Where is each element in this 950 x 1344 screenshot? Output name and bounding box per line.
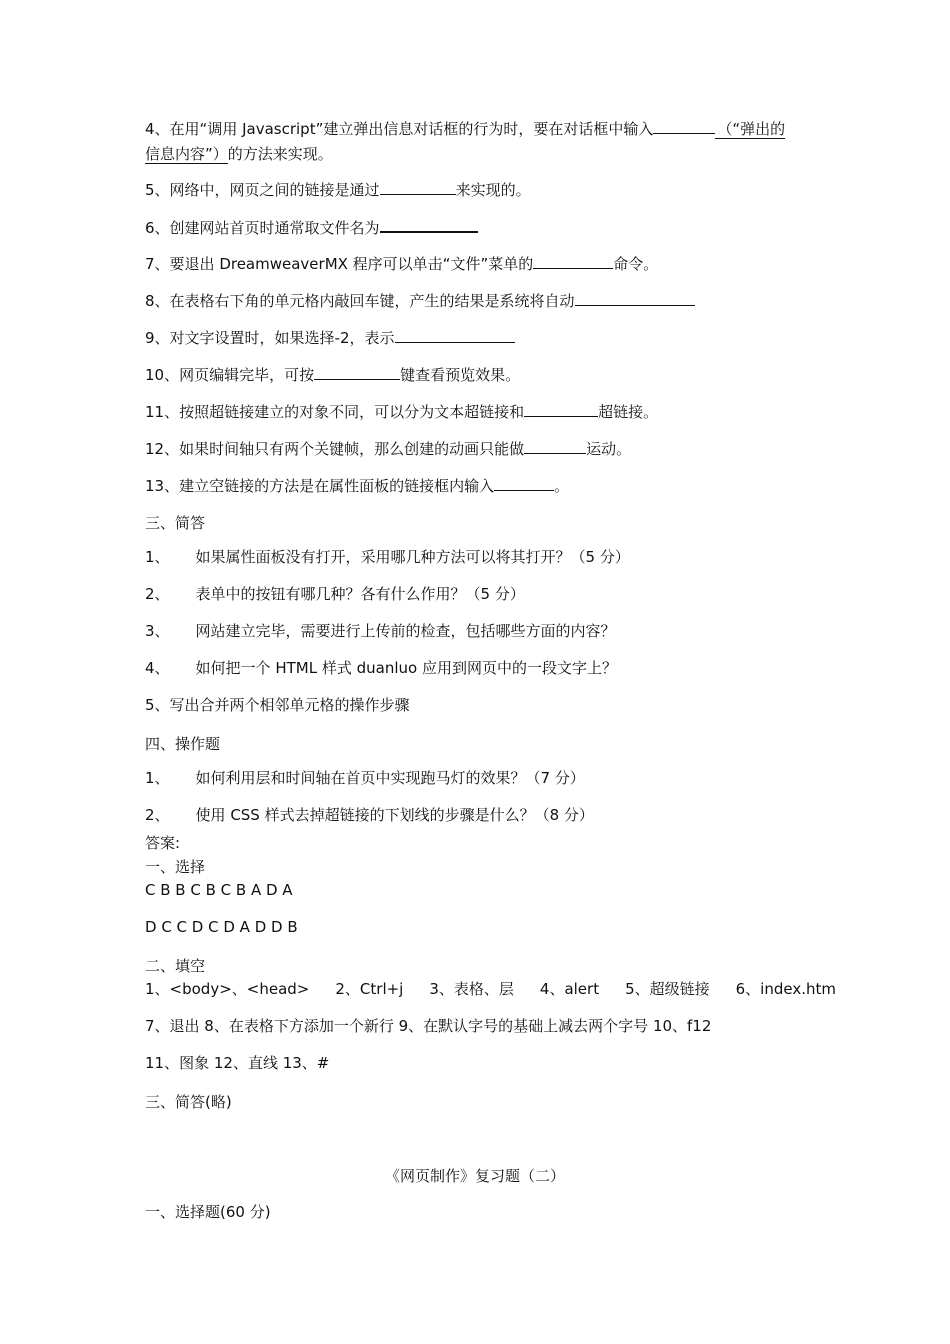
- question-13: 13、建立空链接的方法是在属性面板的链接框内输入 。: [145, 474, 569, 496]
- answer-blank: [314, 363, 400, 380]
- question-11: 11、按照超链接建立的对象不同，可以分为文本超链接和 超链接。: [145, 400, 658, 422]
- answers-label: 答案:: [145, 834, 181, 852]
- short-answer-1: 1、 如果属性面板没有打开，采用哪几种方法可以将其打开？（5 分）: [145, 548, 630, 566]
- question-8: 8、在表格右下角的单元格内敲回车键，产生的结果是系统将自动: [145, 289, 695, 311]
- question-9: 9、对文字设置时，如果选择-2，表示: [145, 326, 515, 348]
- question-10: 10、网页编辑完毕，可按 键查看预览效果。: [145, 363, 520, 385]
- section-title-operation: 四、操作题: [145, 735, 221, 753]
- question-5: 5、网络中，网页之间的链接是通过 来实现的。: [145, 178, 531, 200]
- answers-fill-row-2: 7、退出 8、在表格下方添加一个新行 9、在默认字号的基础上减去两个字号 10、f12: [145, 1017, 712, 1035]
- answer-blank: [653, 117, 715, 134]
- answer-blank: [524, 437, 586, 454]
- answer-blank: [494, 474, 554, 491]
- answers-choice-row-2: D C C D C D A D D B: [145, 918, 298, 936]
- short-answer-2: 2、 表单中的按钮有哪几种？各有什么作用？（5 分）: [145, 585, 525, 603]
- answers-fill-row-3: 11、图象 12、直线 13、#: [145, 1054, 330, 1072]
- question-6: 6、创建网站首页时通常取文件名为: [145, 215, 478, 238]
- answer-blank: [575, 289, 695, 306]
- question-12: 12、如果时间轴只有两个关键帧，那么创建的动画只能做 运动。: [145, 437, 631, 459]
- answer-blank: [524, 400, 598, 417]
- answers-short-title: 三、简答(略): [145, 1093, 232, 1111]
- operation-1: 1、 如何利用层和时间轴在首页中实现跑马灯的效果？（7 分）: [145, 769, 585, 787]
- question-4: 4、在用“调用 Javascript”建立弹出信息对话框的行为时，要在对话框中输入 （“弹出的: [145, 117, 785, 139]
- answer-blank: [533, 252, 613, 269]
- short-answer-4: 4、 如何把一个 HTML 样式 duanluo 应用到网页中的一段文字上？: [145, 659, 617, 677]
- document-title: 《网页制作》复习题（二）: [384, 1167, 565, 1185]
- short-answer-5: 5、写出合并两个相邻单元格的操作步骤: [145, 696, 410, 714]
- question-7: 7、要退出 DreamweaverMX 程序可以单击“文件”菜单的 命令。: [145, 252, 658, 274]
- answer-blank: [380, 215, 478, 233]
- short-answer-3: 3、 网站建立完毕，需要进行上传前的检查，包括哪些方面的内容？: [145, 622, 616, 640]
- operation-2: 2、 使用 CSS 样式去掉超链接的下划线的步骤是什么？（8 分）: [145, 806, 594, 824]
- answers-choice-title: 一、选择: [145, 858, 206, 876]
- answer-blank: [395, 326, 515, 343]
- answer-blank: [380, 178, 456, 195]
- question-4-continued: 信息内容”）的方法来实现。: [145, 145, 333, 163]
- answers-fill-title: 二、填空: [145, 957, 206, 975]
- section-title-choice: 一、选择题(60 分): [145, 1203, 271, 1221]
- answers-fill-row-1: 1、<body>、<head> 2、Ctrl+j 3、表格、层 4、alert 5、超级链接 6、index.htm: [145, 980, 836, 998]
- section-title-short-answer: 三、简答: [145, 514, 206, 532]
- answers-choice-row-1: C B B C B C B A D A: [145, 881, 293, 899]
